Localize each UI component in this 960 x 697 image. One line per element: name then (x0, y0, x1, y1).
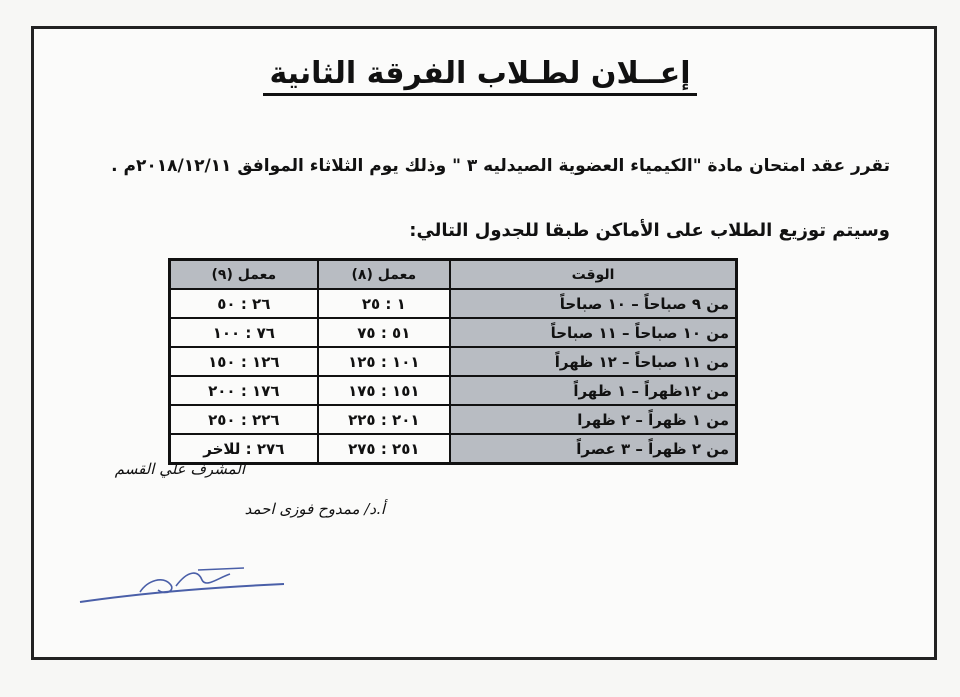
header-lab-8: معمل (٨) (318, 260, 450, 290)
schedule-table (168, 258, 738, 465)
announcement-title-text: إعــلان لطـلاب الفرقة الثانية (263, 56, 696, 96)
row-lab-9: ٢٧٦ : للاخر (170, 434, 318, 464)
handwritten-signature (48, 540, 288, 624)
row-lab-8: ١ : ٢٥ (318, 289, 450, 318)
row-lab-8: ٢٥١ : ٢٧٥ (318, 434, 450, 464)
row-time: من ٢ ظهراً – ٣ عصراً (450, 434, 737, 464)
announcement-line-2: وسيتم توزيع الطلاب على الأماكن طبقا للجدول التالي: (409, 220, 890, 241)
header-time: الوقت (450, 260, 737, 290)
row-lab-9: ٢٦ : ٥٠ (170, 289, 318, 318)
row-time: من ١ ظهراً – ٢ ظهرا (450, 405, 737, 434)
row-lab-9: ١٢٦ : ١٥٠ (170, 347, 318, 376)
table-row (170, 318, 737, 347)
row-time: من ١١ صباحاً – ١٢ ظهراً (450, 347, 737, 376)
table-row (170, 434, 737, 464)
table-row (170, 289, 737, 318)
supervisor-name: أ.د/ ممدوح فوزى احمد (244, 500, 385, 518)
announcement-title (0, 56, 960, 91)
table-row (170, 347, 737, 376)
announcement-line-1: تقرر عقد امتحان مادة "الكيمياء العضوية الصيدليه ٣ " وذلك يوم الثلاثاء الموافق ٢٠١٨/١٢/١١م . (111, 156, 890, 176)
table-header-row (170, 260, 737, 290)
table-row (170, 405, 737, 434)
header-lab-9: معمل (٩) (170, 260, 318, 290)
row-lab-9: ٢٢٦ : ٢٥٠ (170, 405, 318, 434)
row-lab-9: ٧٦ : ١٠٠ (170, 318, 318, 347)
supervisor-title: المشرف علي القسم (114, 460, 245, 478)
row-time: من ٩ صباحاً – ١٠ صباحاً (450, 289, 737, 318)
row-lab-8: ١٠١ : ١٢٥ (318, 347, 450, 376)
row-lab-8: ١٥١ : ١٧٥ (318, 376, 450, 405)
row-lab-9: ١٧٦ : ٢٠٠ (170, 376, 318, 405)
row-lab-8: ٥١ : ٧٥ (318, 318, 450, 347)
table-row (170, 376, 737, 405)
row-time: من ١٢ظهراً – ١ ظهراً (450, 376, 737, 405)
row-lab-8: ٢٠١ : ٢٢٥ (318, 405, 450, 434)
row-time: من ١٠ صباحاً – ١١ صباحاً (450, 318, 737, 347)
